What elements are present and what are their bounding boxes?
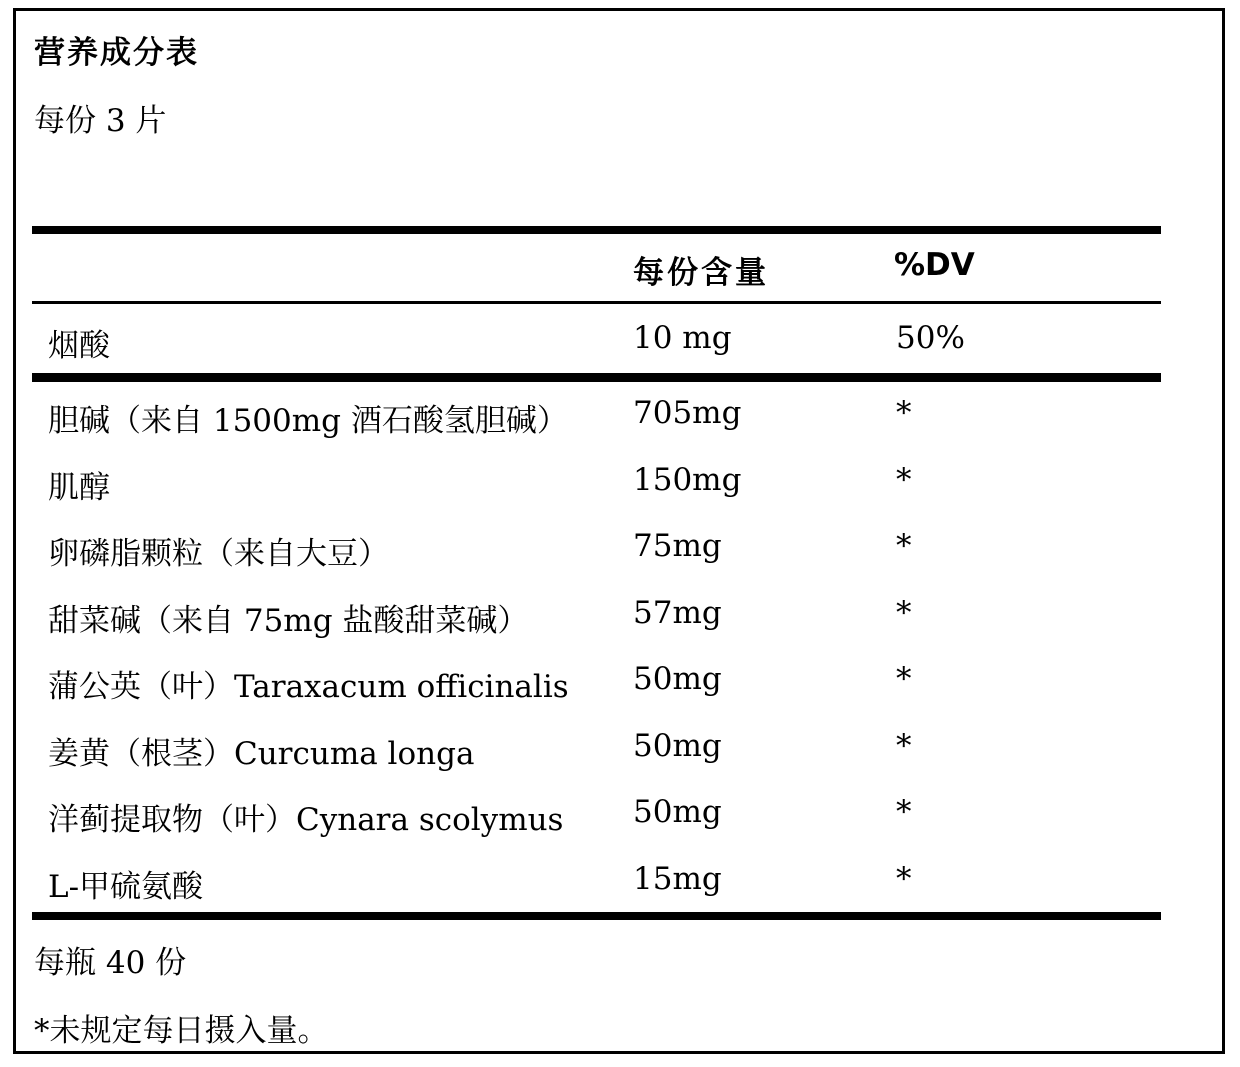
ingredient-dv: * (896, 728, 912, 764)
top-rule (32, 226, 1161, 234)
ingredient-name: 胆碱（来自 1500mg 酒石酸氢胆碱） (48, 403, 568, 439)
ingredient-amount: 50mg (633, 728, 722, 764)
ingredient-dv: * (896, 462, 912, 498)
section-rule (32, 373, 1161, 382)
primary-nutrient-row (16, 320, 1166, 364)
ingredient-row (16, 661, 1166, 705)
panel-title: 营养成分表 (34, 35, 199, 71)
nutrient-amount: 10 mg (633, 320, 732, 356)
nutrient-name: 烟酸 (48, 328, 110, 364)
nutrient-dv: 50% (896, 320, 965, 356)
ingredient-amount: 50mg (633, 661, 722, 697)
ingredient-row (16, 395, 1166, 439)
ingredient-name: L-甲硫氨酸 (48, 869, 204, 905)
ingredient-amount: 705mg (633, 395, 742, 431)
ingredient-name: 蒲公英（叶）Taraxacum officinalis (48, 669, 569, 705)
dv-footnote: *未规定每日摄入量。 (34, 1013, 329, 1049)
ingredient-row (16, 794, 1166, 838)
ingredient-row (16, 528, 1166, 572)
servings-per-container: 每瓶 40 份 (34, 945, 187, 981)
ingredient-dv: * (896, 395, 912, 431)
serving-size: 每份 3 片 (34, 103, 167, 139)
ingredient-name: 洋蓟提取物（叶）Cynara scolymus (48, 802, 564, 838)
ingredient-name: 甜菜碱（来自 75mg 盐酸甜菜碱） (48, 603, 529, 639)
ingredient-name: 卵磷脂颗粒（来自大豆） (48, 536, 389, 572)
ingredient-dv: * (896, 661, 912, 697)
ingredient-row (16, 728, 1166, 772)
ingredient-row (16, 861, 1166, 905)
ingredient-amount: 57mg (633, 595, 722, 631)
nutrition-facts-panel (13, 8, 1225, 1054)
ingredient-dv: * (896, 528, 912, 564)
dv-header: %DV (894, 247, 975, 283)
ingredient-amount: 15mg (633, 861, 722, 897)
ingredient-amount: 50mg (633, 794, 722, 830)
ingredient-dv: * (896, 595, 912, 631)
bottom-rule (32, 912, 1161, 920)
ingredient-amount: 150mg (633, 462, 742, 498)
ingredient-dv: * (896, 861, 912, 897)
ingredient-name: 姜黄（根茎）Curcuma longa (48, 736, 475, 772)
amount-header: 每份含量 (633, 255, 769, 291)
header-rule (32, 301, 1161, 304)
ingredient-dv: * (896, 794, 912, 830)
ingredient-row (16, 462, 1166, 506)
ingredient-name: 肌醇 (48, 470, 110, 506)
ingredient-amount: 75mg (633, 528, 722, 564)
ingredient-row (16, 595, 1166, 639)
